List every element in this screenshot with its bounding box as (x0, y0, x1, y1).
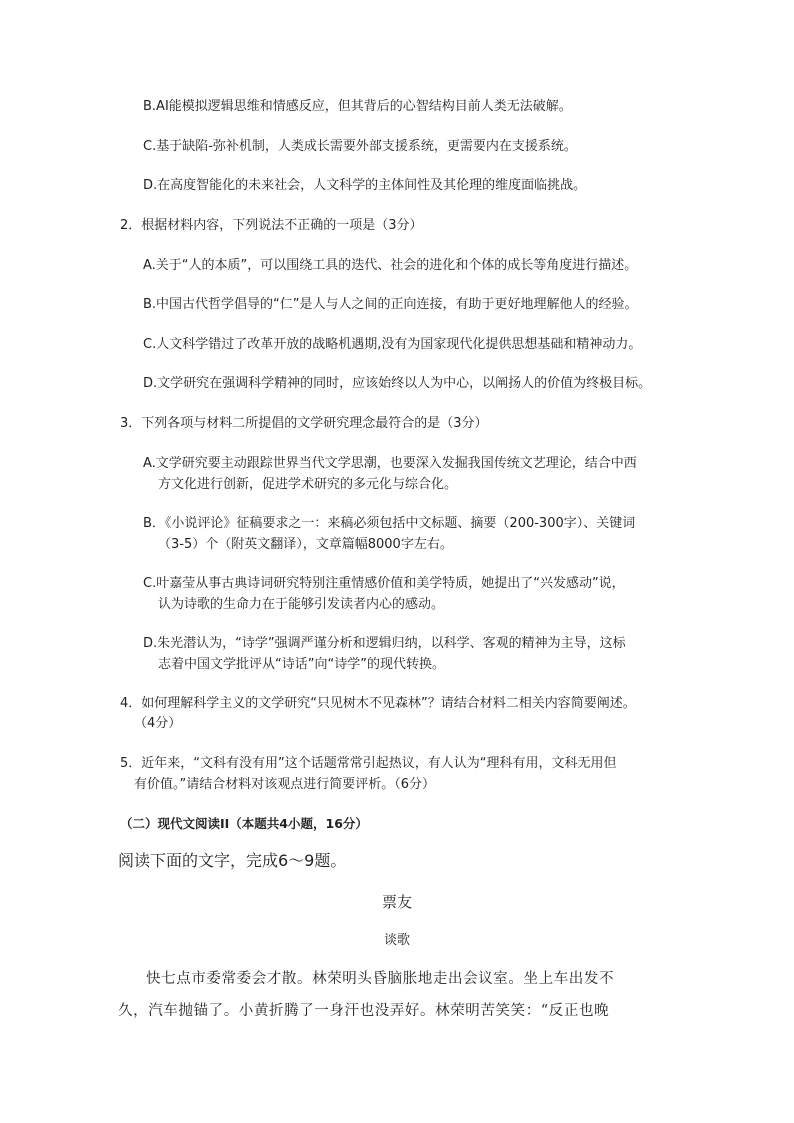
q2-option-d: D.文学研究在强调科学精神的同时，应该始终以人为中心，以阐扬人的价值为终极目标。 (143, 376, 652, 391)
q1-option-c: C.基于缺陷-弥补机制，人类成长需要外部支援系统，更需要内在支援系统。 (143, 139, 577, 154)
q1-option-d: D.在高度智能化的未来社会，人文科学的主体间性及其伦理的维度面临挑战。 (143, 178, 587, 193)
q5-stem: 5．近年来，“文科有没有用”这个话题常常引起热议，有人认为“理科有用，文科无用但 (120, 756, 617, 771)
story-author: 谈歌 (383, 933, 410, 948)
q3-option-a: A.文学研究要主动跟踪世界当代文学思潮，也要深入发掘我国传统文艺理论，结合中西 (143, 456, 637, 471)
q3-stem: 3．下列各项与材料二所提倡的文学研究理念最符合的是（3分） (120, 416, 488, 431)
q3-option-b-cont: （3-5）个（附英文翻译），文章篇幅8000字左右。 (158, 537, 453, 552)
q4-stem: 4．如何理解科学主义的文学研究“只见树木不见森林”？请结合材料二相关内容简要阐述。 (120, 696, 636, 711)
q3-option-c: C.叶嘉莹从事古典诗词研究特别注重情感价值和美学特质，她提出了“兴发感动”说， (143, 576, 625, 591)
story-title: 票友 (381, 893, 412, 911)
story-paragraph-line-2: 久，汽车抛锚了。小黄折腾了一身汗也没弄好。林荣明苦笑笑：“反正也晚 (118, 1003, 610, 1019)
q3-option-d-cont: 志着中国文学批评从“诗话”向“诗学”的现代转换。 (158, 657, 445, 672)
story-paragraph-line-1: 快七点市委常委会才散。林荣明头昏脑胀地走出会议室。坐上车出发不 (146, 971, 615, 987)
q2-stem: 2．根据材料内容，下列说法不正确的一项是（3分） (120, 218, 423, 233)
q5-stem-cont: 有价值。”请结合材料对该观点进行简要评析。（6分） (134, 777, 436, 792)
q3-option-d: D.朱光潜认为，“诗学”强调严谨分析和逻辑归纳，以科学、客观的精神为主导，这标 (143, 636, 626, 651)
q3-option-c-cont: 认为诗歌的生命力在于能够引发读者内心的感动。 (158, 597, 445, 612)
q4-stem-cont: （4分） (134, 716, 182, 731)
q3-option-a-cont: 方文化进行创新，促进学术研究的多元化与综合化。 (158, 477, 458, 492)
q2-option-c: C.人文科学错过了改革开放的战略机遇期,没有为国家现代化提供思想基础和精神动力。 (143, 337, 642, 352)
section-heading: （二）现代文阅读II（本题共4小题，16分） (120, 816, 368, 831)
q2-option-b: B.中国古代哲学倡导的“仁”是人与人之间的正向连接，有助于更好地理解他人的经验。 (143, 297, 638, 312)
q2-option-a: A.关于“人的本质”，可以围绕工具的迭代、社会的进化和个体的成长等角度进行描述。 (143, 258, 638, 273)
q1-option-b: B.AI能模拟逻辑思维和情感反应，但其背后的心智结构目前人类无法破解。 (143, 99, 572, 114)
q3-option-b: B．《小说评论》征稿要求之一：来稿必须包括中文标题、摘要（200-300字）、关键词 (143, 516, 636, 531)
reading-instruction: 阅读下面的文字，完成6～9题。 (118, 851, 347, 870)
